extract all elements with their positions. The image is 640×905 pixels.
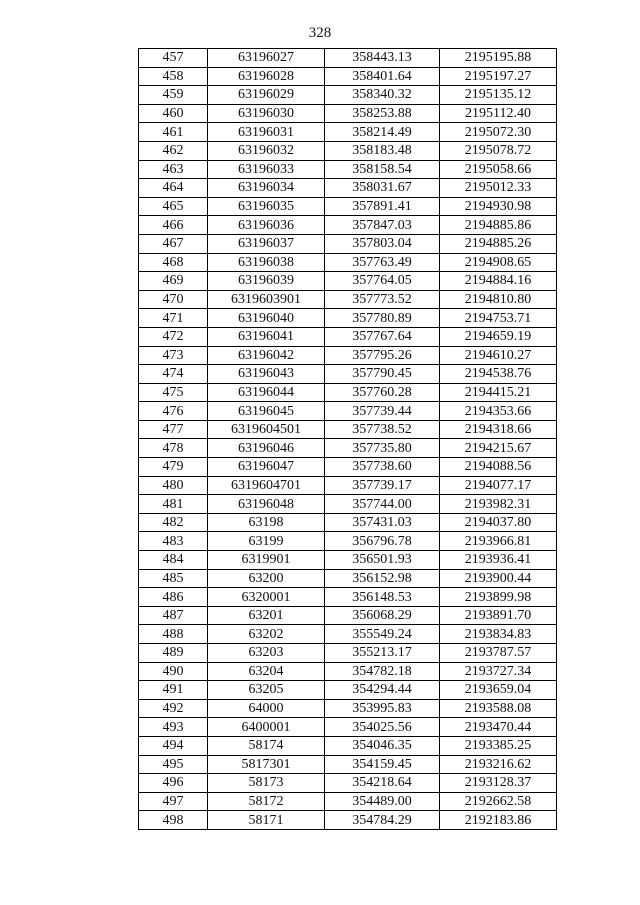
table-row [139, 681, 557, 700]
point-id-cell: 63196036 [208, 216, 325, 235]
table-row [139, 718, 557, 737]
y-coordinate-cell: 2195058.66 [440, 160, 557, 179]
y-coordinate-cell: 2194884.16 [440, 272, 557, 291]
x-coordinate-cell: 357763.49 [325, 253, 440, 272]
x-coordinate-cell: 358158.54 [325, 160, 440, 179]
row-number-cell: 461 [139, 123, 208, 142]
row-number-cell: 479 [139, 458, 208, 477]
row-number-cell: 457 [139, 49, 208, 68]
y-coordinate-cell: 2193588.08 [440, 699, 557, 718]
x-coordinate-cell: 358443.13 [325, 49, 440, 68]
row-number-cell: 483 [139, 532, 208, 551]
y-coordinate-cell: 2192183.86 [440, 811, 557, 830]
y-coordinate-cell: 2193966.81 [440, 532, 557, 551]
row-number-cell: 463 [139, 160, 208, 179]
point-id-cell: 63196029 [208, 86, 325, 105]
row-number-cell: 474 [139, 365, 208, 384]
point-id-cell: 63196039 [208, 272, 325, 291]
y-coordinate-cell: 2195072.30 [440, 123, 557, 142]
coordinates-table [138, 48, 557, 830]
table-row [139, 216, 557, 235]
x-coordinate-cell: 357431.03 [325, 513, 440, 532]
point-id-cell: 58173 [208, 774, 325, 793]
x-coordinate-cell: 357735.80 [325, 439, 440, 458]
point-id-cell: 63196035 [208, 197, 325, 216]
x-coordinate-cell: 357739.17 [325, 476, 440, 495]
y-coordinate-cell: 2193727.34 [440, 662, 557, 681]
x-coordinate-cell: 357767.64 [325, 327, 440, 346]
point-id-cell: 63200 [208, 569, 325, 588]
y-coordinate-cell: 2194318.66 [440, 420, 557, 439]
x-coordinate-cell: 356148.53 [325, 588, 440, 607]
y-coordinate-cell: 2193891.70 [440, 606, 557, 625]
point-id-cell: 58171 [208, 811, 325, 830]
y-coordinate-cell: 2194930.98 [440, 197, 557, 216]
x-coordinate-cell: 354294.44 [325, 681, 440, 700]
table-row [139, 420, 557, 439]
row-number-cell: 471 [139, 309, 208, 328]
x-coordinate-cell: 358031.67 [325, 179, 440, 198]
table-row [139, 365, 557, 384]
table-row [139, 699, 557, 718]
x-coordinate-cell: 357739.44 [325, 402, 440, 421]
table-row [139, 104, 557, 123]
table-row [139, 439, 557, 458]
point-id-cell: 58174 [208, 736, 325, 755]
point-id-cell: 63196034 [208, 179, 325, 198]
row-number-cell: 497 [139, 792, 208, 811]
row-number-cell: 473 [139, 346, 208, 365]
point-id-cell: 63196037 [208, 234, 325, 253]
x-coordinate-cell: 356152.98 [325, 569, 440, 588]
y-coordinate-cell: 2193936.41 [440, 551, 557, 570]
row-number-cell: 472 [139, 327, 208, 346]
y-coordinate-cell: 2194415.21 [440, 383, 557, 402]
y-coordinate-cell: 2194885.86 [440, 216, 557, 235]
table-row [139, 346, 557, 365]
table-row [139, 606, 557, 625]
table-row [139, 49, 557, 68]
table-row [139, 476, 557, 495]
x-coordinate-cell: 357738.60 [325, 458, 440, 477]
x-coordinate-cell: 357738.52 [325, 420, 440, 439]
y-coordinate-cell: 2194610.27 [440, 346, 557, 365]
x-coordinate-cell: 357790.45 [325, 365, 440, 384]
point-id-cell: 63196027 [208, 49, 325, 68]
point-id-cell: 64000 [208, 699, 325, 718]
table-row [139, 551, 557, 570]
y-coordinate-cell: 2194810.80 [440, 290, 557, 309]
table-row [139, 569, 557, 588]
x-coordinate-cell: 354782.18 [325, 662, 440, 681]
point-id-cell: 63196048 [208, 495, 325, 514]
row-number-cell: 487 [139, 606, 208, 625]
point-id-cell: 63196033 [208, 160, 325, 179]
x-coordinate-cell: 354218.64 [325, 774, 440, 793]
table-row [139, 811, 557, 830]
point-id-cell: 6400001 [208, 718, 325, 737]
y-coordinate-cell: 2194037.80 [440, 513, 557, 532]
point-id-cell: 63201 [208, 606, 325, 625]
table-row [139, 402, 557, 421]
y-coordinate-cell: 2193787.57 [440, 644, 557, 663]
x-coordinate-cell: 358253.88 [325, 104, 440, 123]
row-number-cell: 478 [139, 439, 208, 458]
row-number-cell: 470 [139, 290, 208, 309]
row-number-cell: 468 [139, 253, 208, 272]
y-coordinate-cell: 2194753.71 [440, 309, 557, 328]
x-coordinate-cell: 357760.28 [325, 383, 440, 402]
row-number-cell: 476 [139, 402, 208, 421]
row-number-cell: 486 [139, 588, 208, 607]
x-coordinate-cell: 358401.64 [325, 67, 440, 86]
table-row [139, 290, 557, 309]
table-row [139, 755, 557, 774]
page-number: 328 [308, 25, 332, 41]
x-coordinate-cell: 357847.03 [325, 216, 440, 235]
point-id-cell: 63198 [208, 513, 325, 532]
y-coordinate-cell: 2194215.67 [440, 439, 557, 458]
row-number-cell: 495 [139, 755, 208, 774]
row-number-cell: 490 [139, 662, 208, 681]
y-coordinate-cell: 2193659.04 [440, 681, 557, 700]
x-coordinate-cell: 354046.35 [325, 736, 440, 755]
row-number-cell: 465 [139, 197, 208, 216]
y-coordinate-cell: 2193385.25 [440, 736, 557, 755]
y-coordinate-cell: 2194077.17 [440, 476, 557, 495]
row-number-cell: 467 [139, 234, 208, 253]
row-number-cell: 484 [139, 551, 208, 570]
row-number-cell: 485 [139, 569, 208, 588]
point-id-cell: 6319604501 [208, 420, 325, 439]
row-number-cell: 477 [139, 420, 208, 439]
y-coordinate-cell: 2193899.98 [440, 588, 557, 607]
point-id-cell: 63199 [208, 532, 325, 551]
table-row [139, 234, 557, 253]
y-coordinate-cell: 2193470.44 [440, 718, 557, 737]
table-row [139, 383, 557, 402]
y-coordinate-cell: 2195135.12 [440, 86, 557, 105]
y-coordinate-cell: 2195197.27 [440, 67, 557, 86]
row-number-cell: 459 [139, 86, 208, 105]
y-coordinate-cell: 2192662.58 [440, 792, 557, 811]
table-row [139, 792, 557, 811]
x-coordinate-cell: 358340.32 [325, 86, 440, 105]
table-row [139, 179, 557, 198]
table-row [139, 272, 557, 291]
point-id-cell: 5817301 [208, 755, 325, 774]
row-number-cell: 481 [139, 495, 208, 514]
table-row [139, 160, 557, 179]
point-id-cell: 63196028 [208, 67, 325, 86]
y-coordinate-cell: 2194908.65 [440, 253, 557, 272]
x-coordinate-cell: 356068.29 [325, 606, 440, 625]
x-coordinate-cell: 355549.24 [325, 625, 440, 644]
table-row [139, 588, 557, 607]
table-row [139, 197, 557, 216]
row-number-cell: 498 [139, 811, 208, 830]
y-coordinate-cell: 2193834.83 [440, 625, 557, 644]
y-coordinate-cell: 2195012.33 [440, 179, 557, 198]
x-coordinate-cell: 357780.89 [325, 309, 440, 328]
x-coordinate-cell: 357795.26 [325, 346, 440, 365]
x-coordinate-cell: 354159.45 [325, 755, 440, 774]
x-coordinate-cell: 358183.48 [325, 141, 440, 160]
point-id-cell: 6320001 [208, 588, 325, 607]
point-id-cell: 63204 [208, 662, 325, 681]
x-coordinate-cell: 357773.52 [325, 290, 440, 309]
point-id-cell: 63196038 [208, 253, 325, 272]
y-coordinate-cell: 2193900.44 [440, 569, 557, 588]
table-row [139, 327, 557, 346]
table-row [139, 774, 557, 793]
row-number-cell: 496 [139, 774, 208, 793]
point-id-cell: 63196030 [208, 104, 325, 123]
y-coordinate-cell: 2193982.31 [440, 495, 557, 514]
point-id-cell: 58172 [208, 792, 325, 811]
table-row [139, 662, 557, 681]
table-row [139, 67, 557, 86]
table-row [139, 86, 557, 105]
point-id-cell: 63196045 [208, 402, 325, 421]
row-number-cell: 492 [139, 699, 208, 718]
x-coordinate-cell: 353995.83 [325, 699, 440, 718]
point-id-cell: 63203 [208, 644, 325, 663]
row-number-cell: 480 [139, 476, 208, 495]
point-id-cell: 6319901 [208, 551, 325, 570]
row-number-cell: 458 [139, 67, 208, 86]
x-coordinate-cell: 357764.05 [325, 272, 440, 291]
y-coordinate-cell: 2194885.26 [440, 234, 557, 253]
x-coordinate-cell: 358214.49 [325, 123, 440, 142]
x-coordinate-cell: 354784.29 [325, 811, 440, 830]
table-row [139, 644, 557, 663]
x-coordinate-cell: 356501.93 [325, 551, 440, 570]
table-row [139, 253, 557, 272]
table-row [139, 309, 557, 328]
point-id-cell: 63205 [208, 681, 325, 700]
x-coordinate-cell: 354025.56 [325, 718, 440, 737]
y-coordinate-cell: 2194538.76 [440, 365, 557, 384]
table-row [139, 736, 557, 755]
row-number-cell: 493 [139, 718, 208, 737]
row-number-cell: 462 [139, 141, 208, 160]
x-coordinate-cell: 357803.04 [325, 234, 440, 253]
point-id-cell: 63196046 [208, 439, 325, 458]
point-id-cell: 6319603901 [208, 290, 325, 309]
table-row [139, 495, 557, 514]
table-row [139, 458, 557, 477]
y-coordinate-cell: 2194088.56 [440, 458, 557, 477]
point-id-cell: 63196047 [208, 458, 325, 477]
x-coordinate-cell: 354489.00 [325, 792, 440, 811]
point-id-cell: 63196043 [208, 365, 325, 384]
y-coordinate-cell: 2193128.37 [440, 774, 557, 793]
table-row [139, 625, 557, 644]
point-id-cell: 63202 [208, 625, 325, 644]
table-row [139, 141, 557, 160]
y-coordinate-cell: 2194353.66 [440, 402, 557, 421]
point-id-cell: 63196042 [208, 346, 325, 365]
y-coordinate-cell: 2195195.88 [440, 49, 557, 68]
row-number-cell: 491 [139, 681, 208, 700]
x-coordinate-cell: 356796.78 [325, 532, 440, 551]
row-number-cell: 469 [139, 272, 208, 291]
point-id-cell: 63196032 [208, 141, 325, 160]
row-number-cell: 494 [139, 736, 208, 755]
row-number-cell: 482 [139, 513, 208, 532]
table-body [139, 49, 557, 830]
point-id-cell: 63196041 [208, 327, 325, 346]
point-id-cell: 6319604701 [208, 476, 325, 495]
row-number-cell: 464 [139, 179, 208, 198]
row-number-cell: 489 [139, 644, 208, 663]
y-coordinate-cell: 2194659.19 [440, 327, 557, 346]
point-id-cell: 63196044 [208, 383, 325, 402]
row-number-cell: 460 [139, 104, 208, 123]
y-coordinate-cell: 2195078.72 [440, 141, 557, 160]
table-row [139, 532, 557, 551]
point-id-cell: 63196040 [208, 309, 325, 328]
row-number-cell: 488 [139, 625, 208, 644]
table-row [139, 513, 557, 532]
x-coordinate-cell: 357891.41 [325, 197, 440, 216]
row-number-cell: 475 [139, 383, 208, 402]
y-coordinate-cell: 2195112.40 [440, 104, 557, 123]
point-id-cell: 63196031 [208, 123, 325, 142]
row-number-cell: 466 [139, 216, 208, 235]
table-row [139, 123, 557, 142]
y-coordinate-cell: 2193216.62 [440, 755, 557, 774]
x-coordinate-cell: 355213.17 [325, 644, 440, 663]
x-coordinate-cell: 357744.00 [325, 495, 440, 514]
